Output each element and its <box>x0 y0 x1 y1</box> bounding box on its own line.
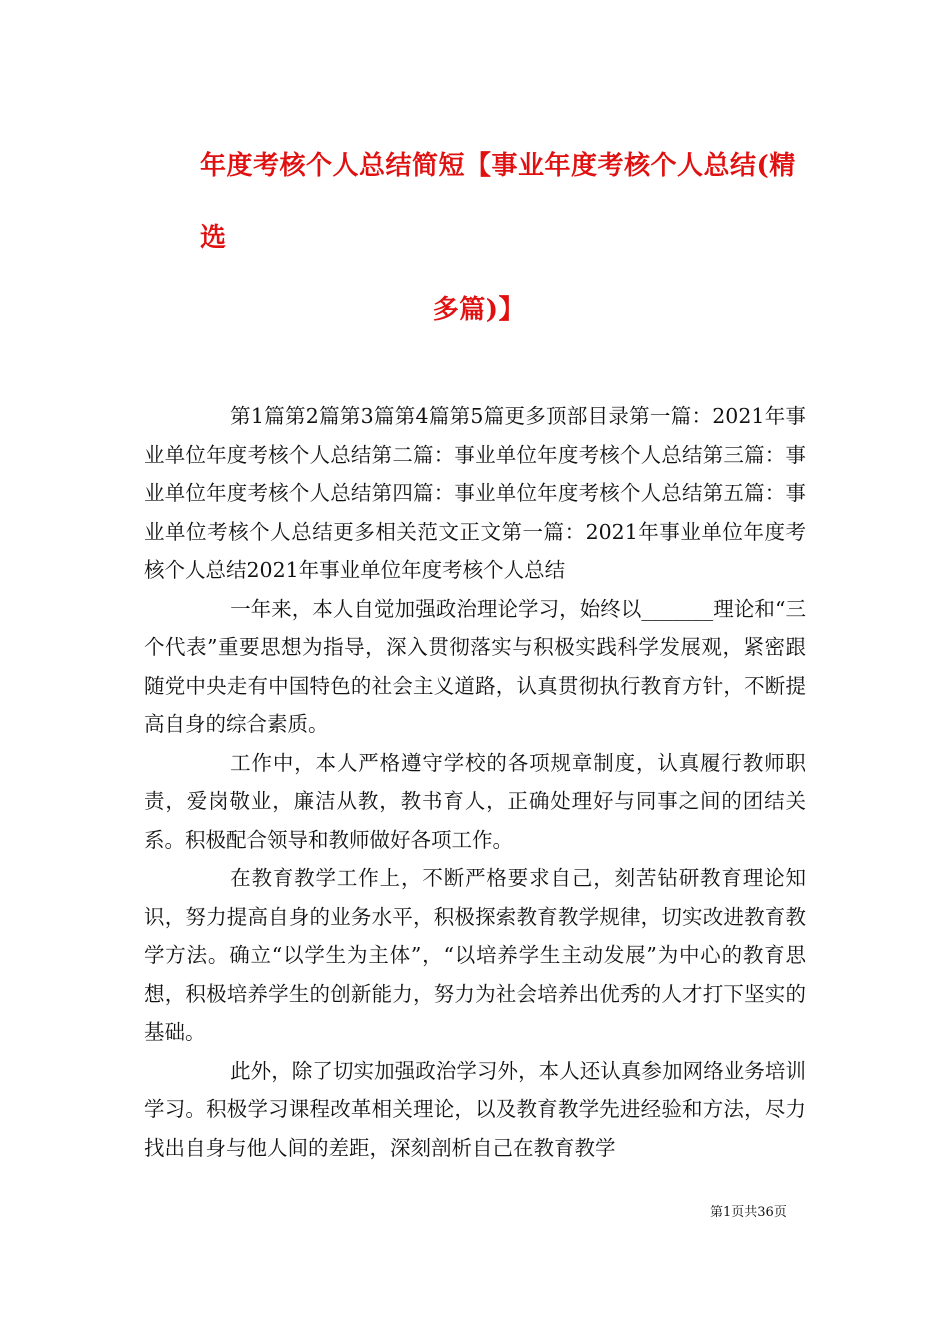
paragraph-4: 此外，除了切实加强政治学习外，本人还认真参加网络业务培训学习。积极学习课程改革相关理论，以及教育教学先进经验和方法，尽力找出自身与他人间的差距，深刻剖析自己在教育教学 <box>144 1058 806 1160</box>
paragraph-1: 一年来，本人自觉加强政治理论学习，始终以_______理论和“三个代表”重要思想为指导，深入贯彻落实与积极实践科学发展观，紧密跟随党中央走有中国特色的社会主义道路，认真贯彻执行教育方针，不断提高自身的综合素质。 <box>144 596 806 736</box>
title-line-2: 多篇)】 <box>432 295 525 325</box>
document-body <box>144 397 806 1167</box>
paragraph-2: 工作中，本人严格遵守学校的各项规章制度，认真履行教师职责，爱岗敬业，廉洁从教，教书育人，正确处理好与同事之间的团结关系。积极配合领导和教师做好各项工作。 <box>144 750 806 852</box>
paragraph-toc: 第1篇第2篇第3篇第4篇第5篇更多顶部目录第一篇：2021年事业单位年度考核个人总结第二篇：事业单位年度考核个人总结第三篇：事业单位年度考核个人总结第四篇：事业单位年度考核个人总结第五篇：事业单位考核个人总结更多相关范文正文第一篇：2021年事业单位年度考核个人总结2021年事业单位年度考核个人总结 <box>144 404 806 582</box>
title-line-1: 年度考核个人总结简短【事业年度考核个人总结(精选 <box>200 151 796 253</box>
page-number-footer: 第1页共36页 <box>710 1205 787 1220</box>
paragraph-3: 在教育教学工作上，不断严格要求自己，刻苦钻研教育理论知识，努力提高自身的业务水平，积极探索教育教学规律，切实改进教育教学方法。确立“以学生为主体”，“以培养学生主动发展”为中心的教育思想，积极培养学生的创新能力，努力为社会培养出优秀的人才打下坚实的基础。 <box>144 866 806 1044</box>
document-title <box>200 130 815 346</box>
